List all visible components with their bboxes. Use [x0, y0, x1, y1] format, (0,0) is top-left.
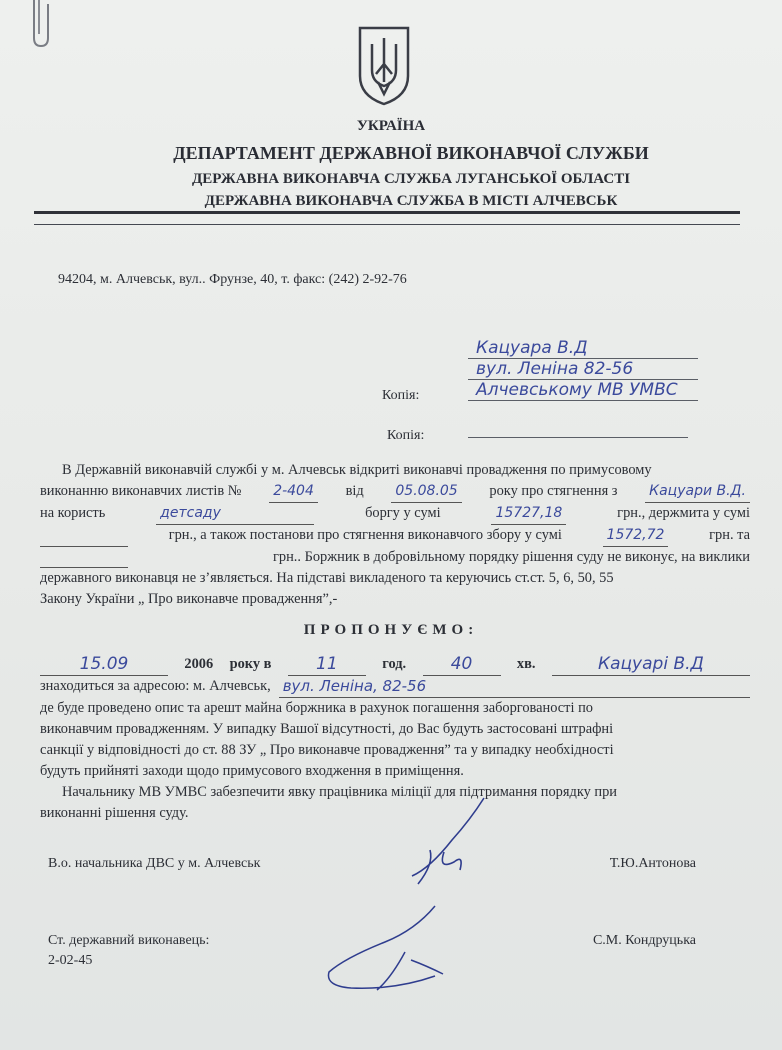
- recipient-block: [468, 338, 698, 401]
- recipient-street: вул. Леніна 82-56: [468, 359, 698, 380]
- paragraph-line: будуть прийняті заходи щодо примусового входження в приміщення.: [40, 763, 464, 779]
- inspection-hour: 11: [288, 654, 366, 676]
- inspection-paragraph: [40, 654, 750, 782]
- fee-sum: 1572,72: [603, 525, 669, 547]
- paragraph-line: виконанню виконавчих листів № 2-404 від 05.08.05 року про стягнення з Кацуари В.Д.: [40, 481, 750, 503]
- debtor-name: Кацуари В.Д.: [645, 481, 750, 503]
- paragraph-line: грн.. Боржник в добровільному порядку рішення суду не виконує, на виклики: [40, 547, 750, 568]
- header-divider-thick: [34, 211, 740, 214]
- paragraph-line: виконавчим провадженням. У випадку Вашої відсутності, до Вас будуть застосовані штрафні: [40, 721, 614, 737]
- inspection-date: 15.09: [40, 654, 168, 676]
- department-heading: ДЕПАРТАМЕНТ ДЕРЖАВНОЇ ВИКОНАВЧОЇ СЛУЖБИ: [173, 143, 649, 163]
- signatory-phone: 2-02-45: [48, 953, 93, 968]
- blank-field: [40, 525, 128, 547]
- signatory-name: Т.Ю.Антонова: [609, 856, 696, 871]
- paragraph-line: виконанні рішення суду.: [40, 805, 189, 821]
- paragraph-line: державного виконавця не з’являється. На підставі викладеного та керуючись ст.ст. 5, 6, 50, 55: [40, 570, 614, 586]
- copy-label: Копія:: [387, 428, 425, 443]
- blank-field: [40, 547, 128, 568]
- paragraph-line: В Державній виконавчій службі у м. Алчевськ відкриті виконавчі провадження по примусовому: [62, 462, 652, 478]
- signature-kondrutska: [315, 900, 465, 1000]
- city-service-heading: ДЕРЖАВНА ВИКОНАВЧА СЛУЖБА В МІСТІ АЛЧЕВСЬК: [204, 193, 618, 209]
- copy-blank-line: [468, 437, 688, 438]
- debt-sum: 15727,18: [491, 503, 566, 525]
- paragraph-line: санкції у відповідності до ст. 88 ЗУ „ Про виконавче провадження” та у випадку необхідності: [40, 742, 614, 758]
- paragraph-line: знаходиться за адресою: м. Алчевськ, вул. Леніна, 82-56: [40, 676, 750, 698]
- paragraph-line: Закону України „ Про виконавче провадження”,-: [40, 591, 338, 607]
- signatory-title: В.о. начальника ДВС у м. Алчевськ: [48, 856, 261, 871]
- office-address: 94204, м. Алчевськ, вул.. Фрунзе, 40, т. факс: (242) 2-92-76: [58, 272, 407, 287]
- signature-row-head: [48, 856, 708, 872]
- paper-clip-icon: [26, 0, 56, 48]
- country-heading: УКРАЇНА: [356, 118, 426, 134]
- paragraph-line: Начальнику МВ УМВС забезпечити явку працівника міліції для підтримання порядку при: [62, 784, 618, 800]
- addressee-name: Кацуарі В.Д: [552, 654, 750, 676]
- inspection-address: вул. Леніна, 82-56: [279, 676, 750, 698]
- recipient-copy: Алчевському МВ УМВС: [468, 380, 698, 401]
- coat-of-arms-icon: [352, 24, 416, 108]
- paragraph-line: де буде проведено опис та арешт майна боржника в рахунок погашення заборгованості по: [40, 700, 593, 716]
- paragraph-line: грн., а також постанови про стягнення виконавчого збору у сумі 1572,72 грн. та: [40, 525, 750, 547]
- inspection-minute: 40: [423, 654, 501, 676]
- regional-service-heading: ДЕРЖАВНА ВИКОНАВЧА СЛУЖБА ЛУГАНСЬКОЇ ОБЛАСТІ: [191, 171, 631, 187]
- writ-date: 05.08.05: [391, 481, 461, 503]
- beneficiary: детсаду: [156, 503, 314, 525]
- paragraph-line: 15.09 2006 року в 11 год. 40 хв. Кацуарі В.Д: [40, 654, 750, 676]
- signatory-title: Ст. державний виконавець:: [48, 933, 210, 948]
- recipient-name: Кацуара В.Д: [468, 338, 698, 359]
- paragraph-line: на користь детсаду боргу у сумі 15727,18 грн., держмита у сумі: [40, 503, 750, 525]
- header-divider-thin: [34, 224, 740, 225]
- enforcement-paragraph: [40, 460, 750, 610]
- police-paragraph: [40, 782, 750, 824]
- signature-antonova: [400, 790, 500, 890]
- copy-label: Копія:: [382, 388, 420, 403]
- writ-number: 2-404: [269, 481, 318, 503]
- proposal-heading: ПРОПОНУЄМО:: [303, 622, 479, 638]
- signatory-name: С.М. Кондруцька: [592, 933, 696, 948]
